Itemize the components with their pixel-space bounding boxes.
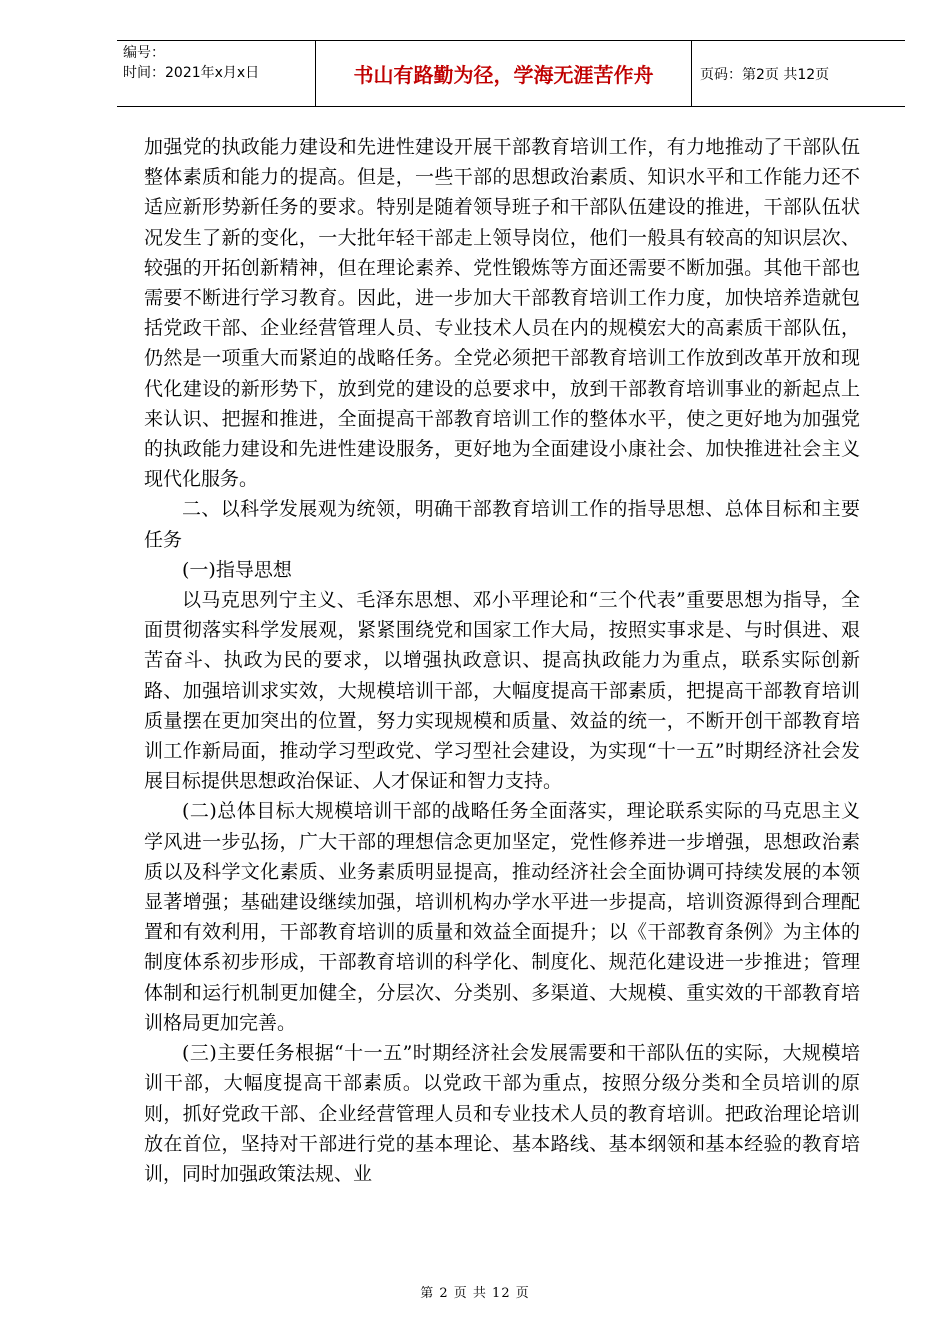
document-body [144, 132, 860, 1189]
paragraph-main-tasks: (三)主要任务根据“十一五”时期经济社会发展需要和干部队伍的实际，大规模培训干部，大幅度提高干部素质。以党政干部为重点，按照分级分类和全员培训的原则，抓好党政干部、企业经营管理人员和专业技术人员的教育培训。把政治理论培训放在首位，坚持对干部进行党的基本理论、基本路线、基本纲领和基本经验的教育培训，同时加强政策法规、业 [144, 1042, 860, 1185]
paragraph-overall-goals: (二)总体目标大规模培训干部的战略任务全面落实，理论联系实际的马克思主义学风进一步弘扬，广大干部的理想信念更加坚定，党性修养进一步增强，思想政治素质以及科学文化素质、业务素质明显提高，推动经济社会全面协调可持续发展的本领显著增强；基础建设继续加强，培训机构办学水平进一步提高，培训资源得到合理配置和有效利用，干部教育培训的质量和效益全面提升；以《干部教育条例》为主体的制度体系初步形成，干部教育培训的科学化、制度化、规范化建设进一步推进；管理体制和运行机制更加健全，分层次、分类别、多渠道、大规模、重实效的干部教育培训格局更加完善。 [144, 800, 860, 1034]
section-heading-2: 二、以科学发展观为统领，明确干部教育培训工作的指导思想、总体目标和主要任务 [144, 498, 860, 551]
paragraph-guiding-ideology: 以马克思列宁主义、毛泽东思想、邓小平理论和“三个代表”重要思想为指导，全面贯彻落实科学发展观，紧紧围绕党和国家工作大局，按照实事求是、与时俱进、艰苦奋斗、执政为民的要求，以增强执政意识、提高执政能力为重点，联系实际创新路、加强培训求实效，大规模培训干部，大幅度提高干部素质，把提高干部教育培训质量摆在更加突出的位置，努力实现规模和质量、效益的统一，不断开创干部教育培训工作新局面，推动学习型政党、学习型社会建设，为实现“十一五”时期经济社会发展目标提供思想政治保证、人才保证和智力支持。 [144, 589, 860, 793]
paragraph-continuation: 加强党的执政能力建设和先进性建设开展干部教育培训工作，有力地推动了干部队伍整体素质和能力的提高。但是，一些干部的思想政治素质、知识水平和工作能力还不适应新形势新任务的要求。特别是随着领导班子和干部队伍建设的推进，干部队伍状况发生了新的变化，一大批年轻干部走上领导岗位，他们一般具有较高的知识层次、较强的开拓创新精神，但在理论素养、党性锻炼等方面还需要不断加强。其他干部也需要不断进行学习教育。因此，进一步加大干部教育培训工作力度，加快培养造就包括党政干部、企业经营管理人员、专业技术人员在内的规模宏大的高素质干部队伍，仍然是一项重大而紧迫的战略任务。全党必须把干部教育培训工作放到改革开放和现代化建设的新形势下，放到党的建设的总要求中，放到干部教育培训事业的新起点上来认识、把握和推进，全面提高干部教育培训工作的整体水平，使之更好地为加强党的执政能力建设和先进性建设服务，更好地为全面建设小康社会、加快推进社会主义现代化服务。 [144, 136, 860, 491]
subsection-heading-guiding-ideology: (一)指导思想 [182, 558, 292, 581]
header-page-info: 页码：第2页 共12页 [700, 66, 830, 83]
page-header [117, 40, 905, 107]
document-number-label: 编号： [123, 45, 165, 61]
page-footer: 第 2 页 共 12 页 [420, 1286, 530, 1301]
header-motto: 书山有路勤为径，学海无涯苦作舟 [316, 41, 692, 106]
header-meta [117, 41, 316, 106]
document-time-label: 时间：2021年x月x日 [123, 65, 260, 81]
